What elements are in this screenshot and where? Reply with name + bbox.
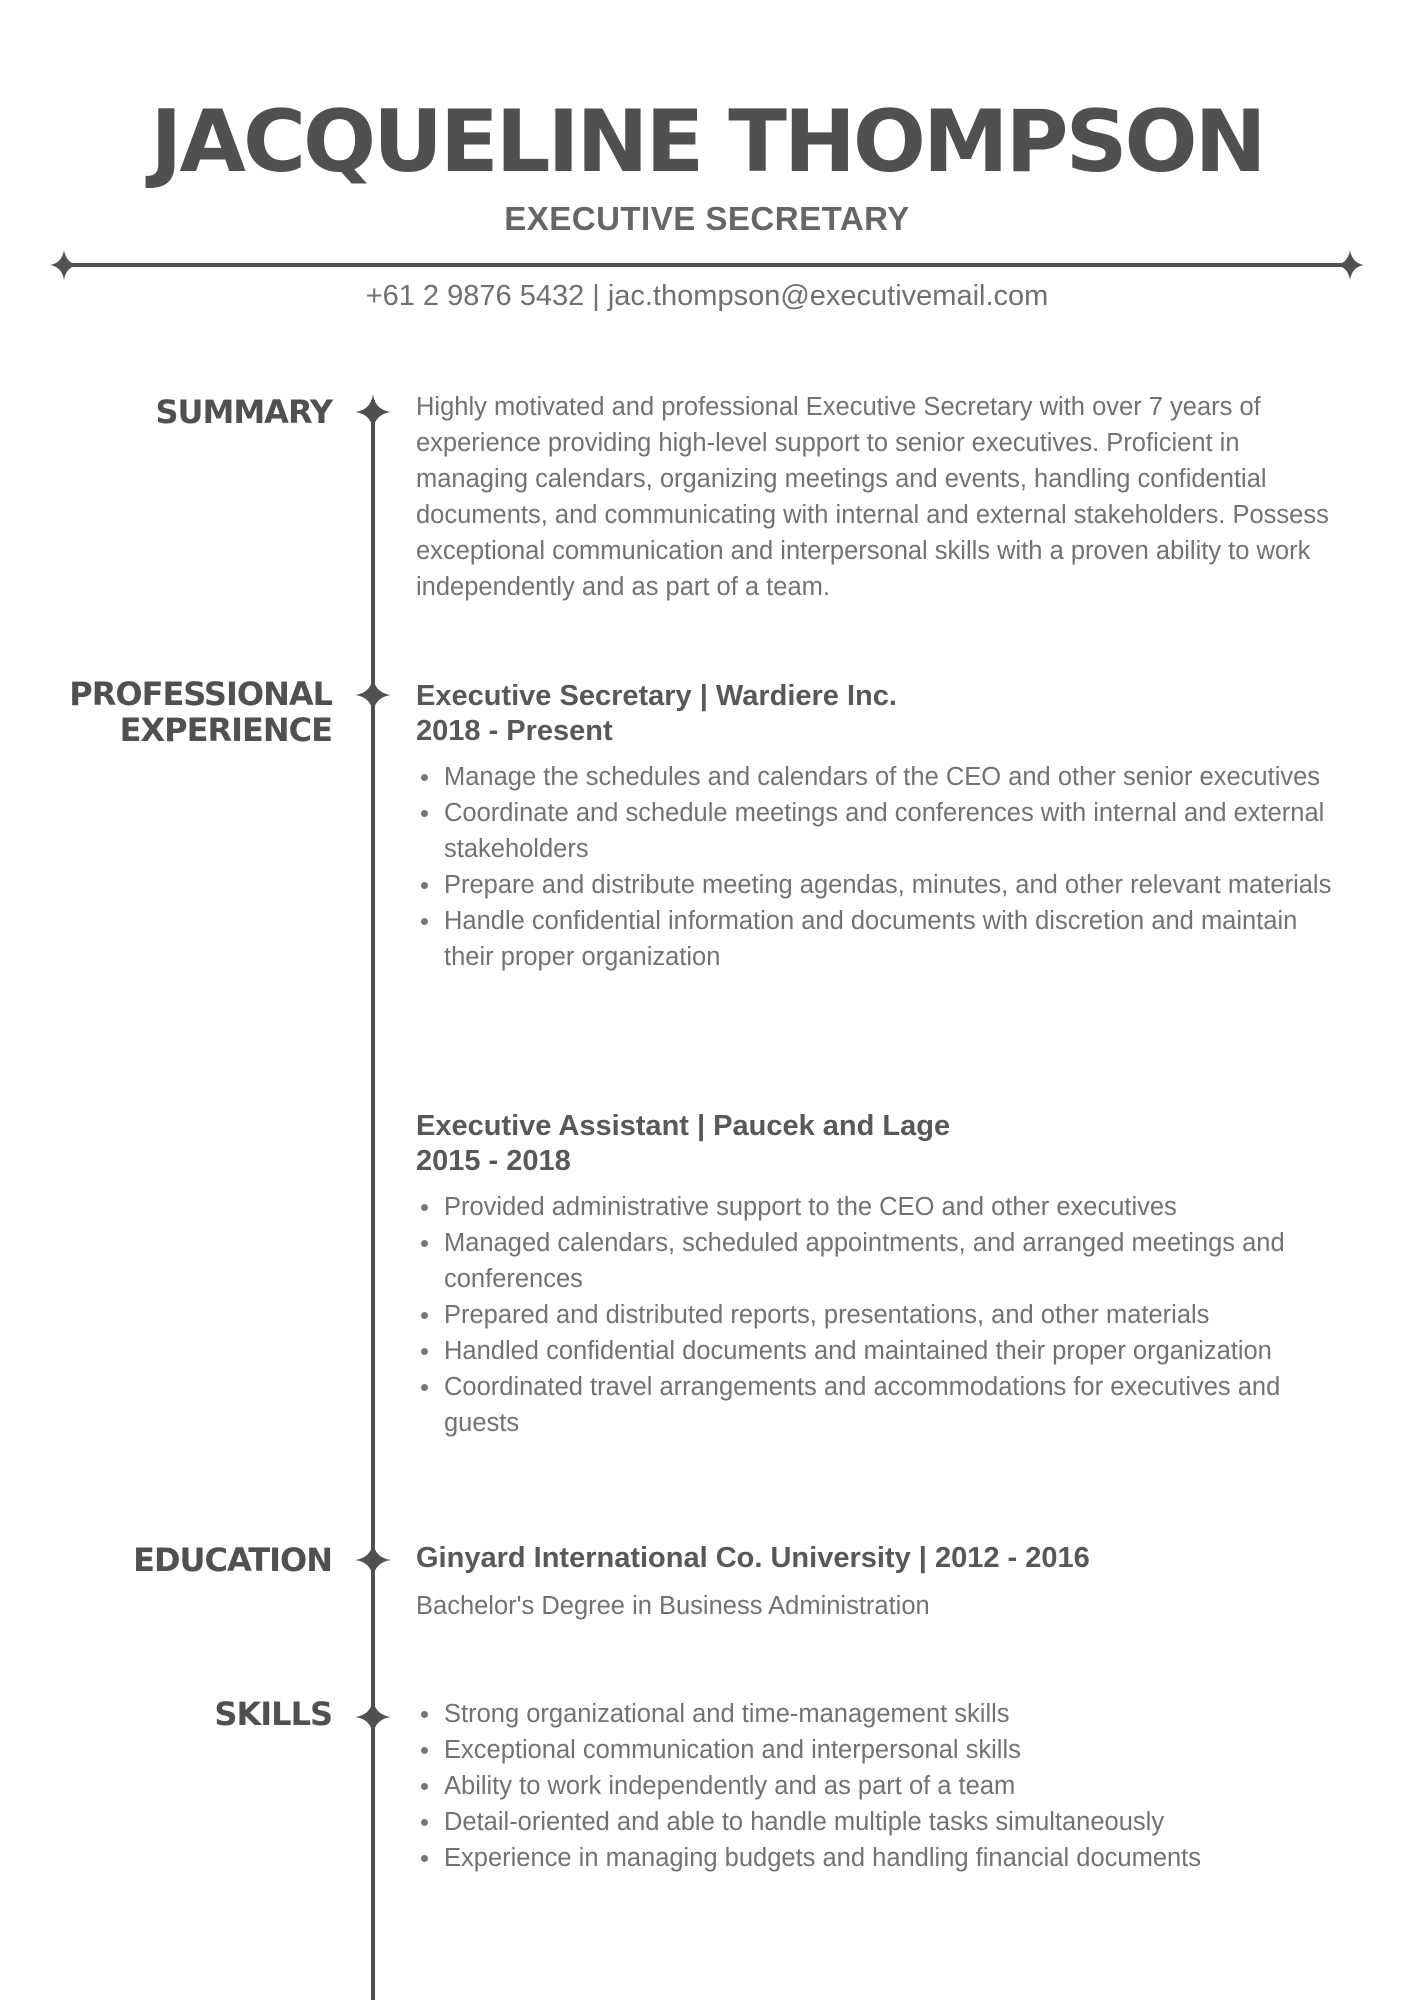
timeline-star-icon xyxy=(355,677,391,713)
contact-info: +61 2 9876 5432 | jac.thompson@executivemail.com xyxy=(365,280,1049,312)
list-item: Exceptional communication and interpersonal skills xyxy=(416,1732,1336,1768)
job-entry-bullets xyxy=(416,1189,1336,1441)
resume-name: JACQUELINE THOMPSON xyxy=(150,92,1264,192)
list-item: Detail-oriented and able to handle multiple tasks simultaneously xyxy=(416,1804,1336,1840)
experience-heading xyxy=(40,676,332,748)
list-item: Coordinate and schedule meetings and conferences with internal and external stakeholders xyxy=(416,795,1336,867)
job-entry-bullets xyxy=(416,759,1336,975)
list-item: Coordinated travel arrangements and accommodations for executives and guests xyxy=(416,1369,1336,1441)
list-item: Handled confidential documents and maintained their proper organization xyxy=(416,1333,1336,1369)
list-item: Ability to work independently and as part of a team xyxy=(416,1768,1336,1804)
job-title-headline: EXECUTIVE SECRETARY xyxy=(504,200,910,237)
job-entry xyxy=(416,1109,1336,1441)
experience-heading-line1: PROFESSIONAL xyxy=(69,675,332,713)
job-entry-title: Executive Secretary | Wardiere Inc. xyxy=(416,680,897,712)
job-entry-title: Executive Assistant | Paucek and Lage xyxy=(416,1110,951,1142)
education-degree: Bachelor's Degree in Business Administration xyxy=(416,1592,930,1620)
skills-heading: SKILLS xyxy=(214,1695,332,1733)
education-title: Ginyard International Co. University | 2012 - 2016 xyxy=(416,1542,1090,1574)
summary-section xyxy=(416,389,1336,605)
timeline-line xyxy=(371,400,375,2000)
divider-star-left-icon xyxy=(50,250,78,280)
experience-heading-line2: EXPERIENCE xyxy=(119,711,332,749)
list-item: Manage the schedules and calendars of the CEO and other senior executives xyxy=(416,759,1336,795)
skills-list xyxy=(416,1696,1336,1876)
list-item: Experience in managing budgets and handling financial documents xyxy=(416,1840,1336,1876)
job-entry-dates: 2015 - 2018 xyxy=(416,1145,571,1177)
divider-star-right-icon xyxy=(1336,250,1364,280)
header-divider xyxy=(50,250,1364,280)
skills-section xyxy=(416,1686,1336,1876)
education-heading: EDUCATION xyxy=(133,1541,332,1579)
summary-heading: SUMMARY xyxy=(155,393,332,431)
timeline-star-icon xyxy=(355,394,391,430)
list-item: Prepared and distributed reports, presentations, and other materials xyxy=(416,1297,1336,1333)
list-item: Handle confidential information and documents with discretion and maintain their proper organization xyxy=(416,903,1336,975)
list-item: Prepare and distribute meeting agendas, minutes, and other relevant materials xyxy=(416,867,1336,903)
job-entry xyxy=(416,679,1336,975)
education-section xyxy=(416,1541,1336,1624)
job-entry-dates: 2018 - Present xyxy=(416,715,613,747)
timeline-star-icon xyxy=(355,1542,391,1578)
summary-text: Highly motivated and professional Executive Secretary with over 7 years of experience providing high-level support to senior executives. Proficient in managing calendars, organizing meetings and events, handling confidential documents, and communicating with internal and external stakeholders. Possess exceptional communication and interpersonal skills with a proven ability to work independently and as part of a team. xyxy=(416,393,1329,601)
list-item: Provided administrative support to the CEO and other executives xyxy=(416,1189,1336,1225)
timeline-star-icon xyxy=(355,1699,391,1735)
list-item: Strong organizational and time-management skills xyxy=(416,1696,1336,1732)
list-item: Managed calendars, scheduled appointments, and arranged meetings and conferences xyxy=(416,1225,1336,1297)
